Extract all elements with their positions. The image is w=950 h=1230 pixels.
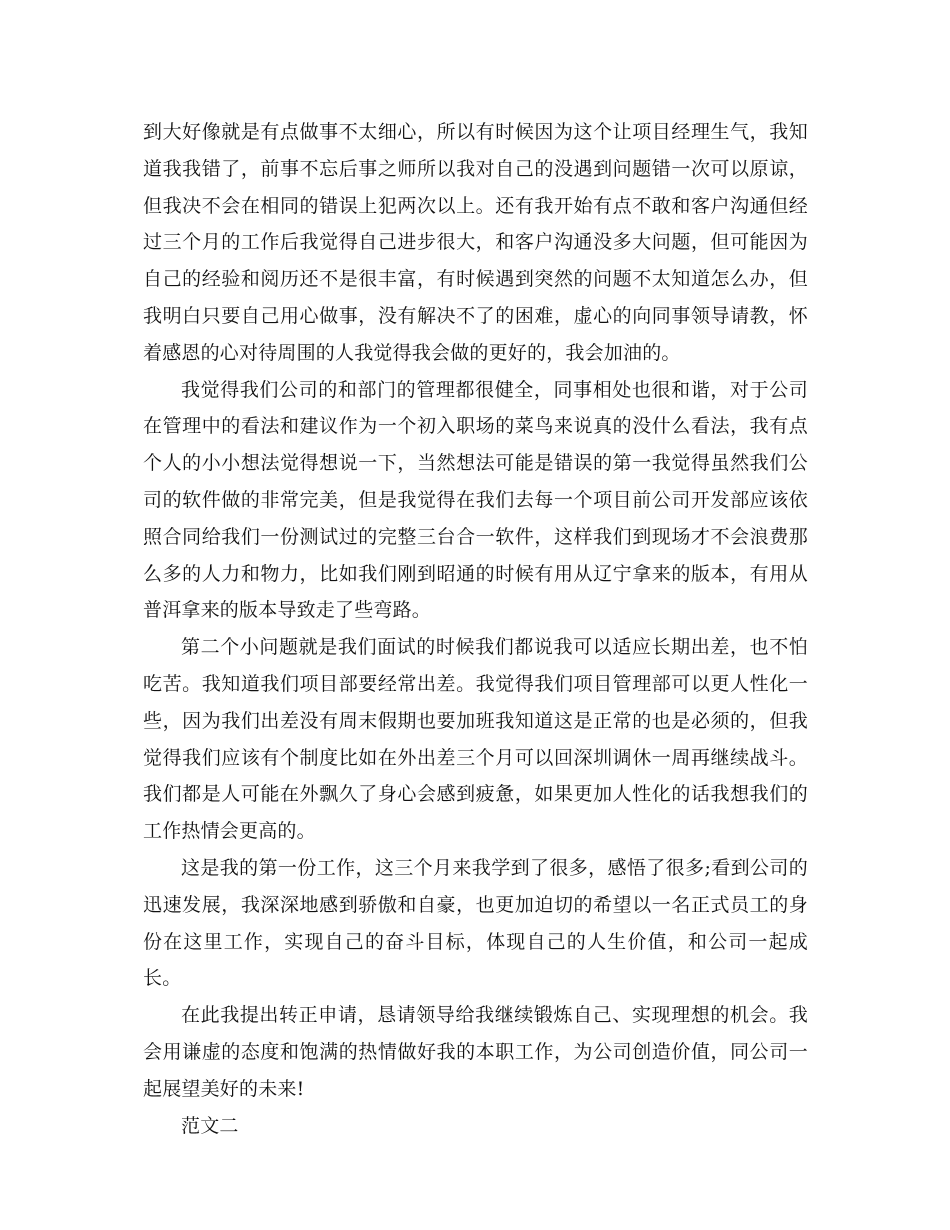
document-body xyxy=(143,114,808,1144)
paragraph-first-job: 这是我的第一份工作，这三个月来我学到了很多，感悟了很多;看到公司的迅速发展，我深深地感到骄傲和自豪，也更加迫切的希望以一名正式员工的身份在这里工作，实现自己的奋斗目标，体现自己的人生价值，和公司一起成长。 xyxy=(143,856,808,990)
paragraph-continued: 到大好像就是有点做事不太细心，所以有时候因为这个让项目经理生气，我知道我我错了，前事不忘后事之师所以我对自己的没遇到问题错一次可以原谅，但我决不会在相同的错误上犯两次以上。还有我开始有点不敢和客户沟通但经过三个月的工作后我觉得自己进步很大，和客户沟通没多大问题，但可能因为自己的经验和阅历还不是很丰富，有时候遇到突然的问题不太知道怎么办，但我明白只要自己用心做事，没有解决不了的困难，虚心的向同事领导请教，怀着感恩的心对待周围的人我觉得我会做的更好的，我会加油的。 xyxy=(143,121,808,364)
paragraph-application: 在此我提出转正申请，恳请领导给我继续锻炼自己、实现理想的机会。我会用谦虚的态度和饱满的热情做好我的本职工作，为公司创造价值，同公司一起展望美好的未来! xyxy=(143,1004,808,1100)
paragraph-management-opinion: 我觉得我们公司的和部门的管理都很健全，同事相处也很和谐，对于公司在管理中的看法和建议作为一个初入职场的菜鸟来说真的没什么看法，我有点个人的小小想法觉得想说一下，当然想法可能是错误的第一我觉得虽然我们公司的软件做的非常完美，但是我觉得在我们去每一个项目前公司开发部应该依照合同给我们一份测试过的完整三台合一软件，这样我们到现场才不会浪费那么多的人力和物力，比如我们刚到昭通的时候有用从辽宁拿来的版本，有用从普洱拿来的版本导致走了些弯路。 xyxy=(143,378,808,622)
paragraph-business-trip: 第二个小问题就是我们面试的时候我们都说我可以适应长期出差，也不怕吃苦。我知道我们项目部要经常出差。我觉得我们项目管理部可以更人性化一些，因为我们出差没有周末假期也要加班我知道这是正常的也是必须的，但我觉得我们应该有个制度比如在外出差三个月可以回深圳调休一周再继续战斗。我们都是人可能在外飘久了身心会感到疲惫，如果更加人性化的话我想我们的工作热情会更高的。 xyxy=(143,636,808,843)
section-label: 范文二 xyxy=(181,1114,239,1137)
